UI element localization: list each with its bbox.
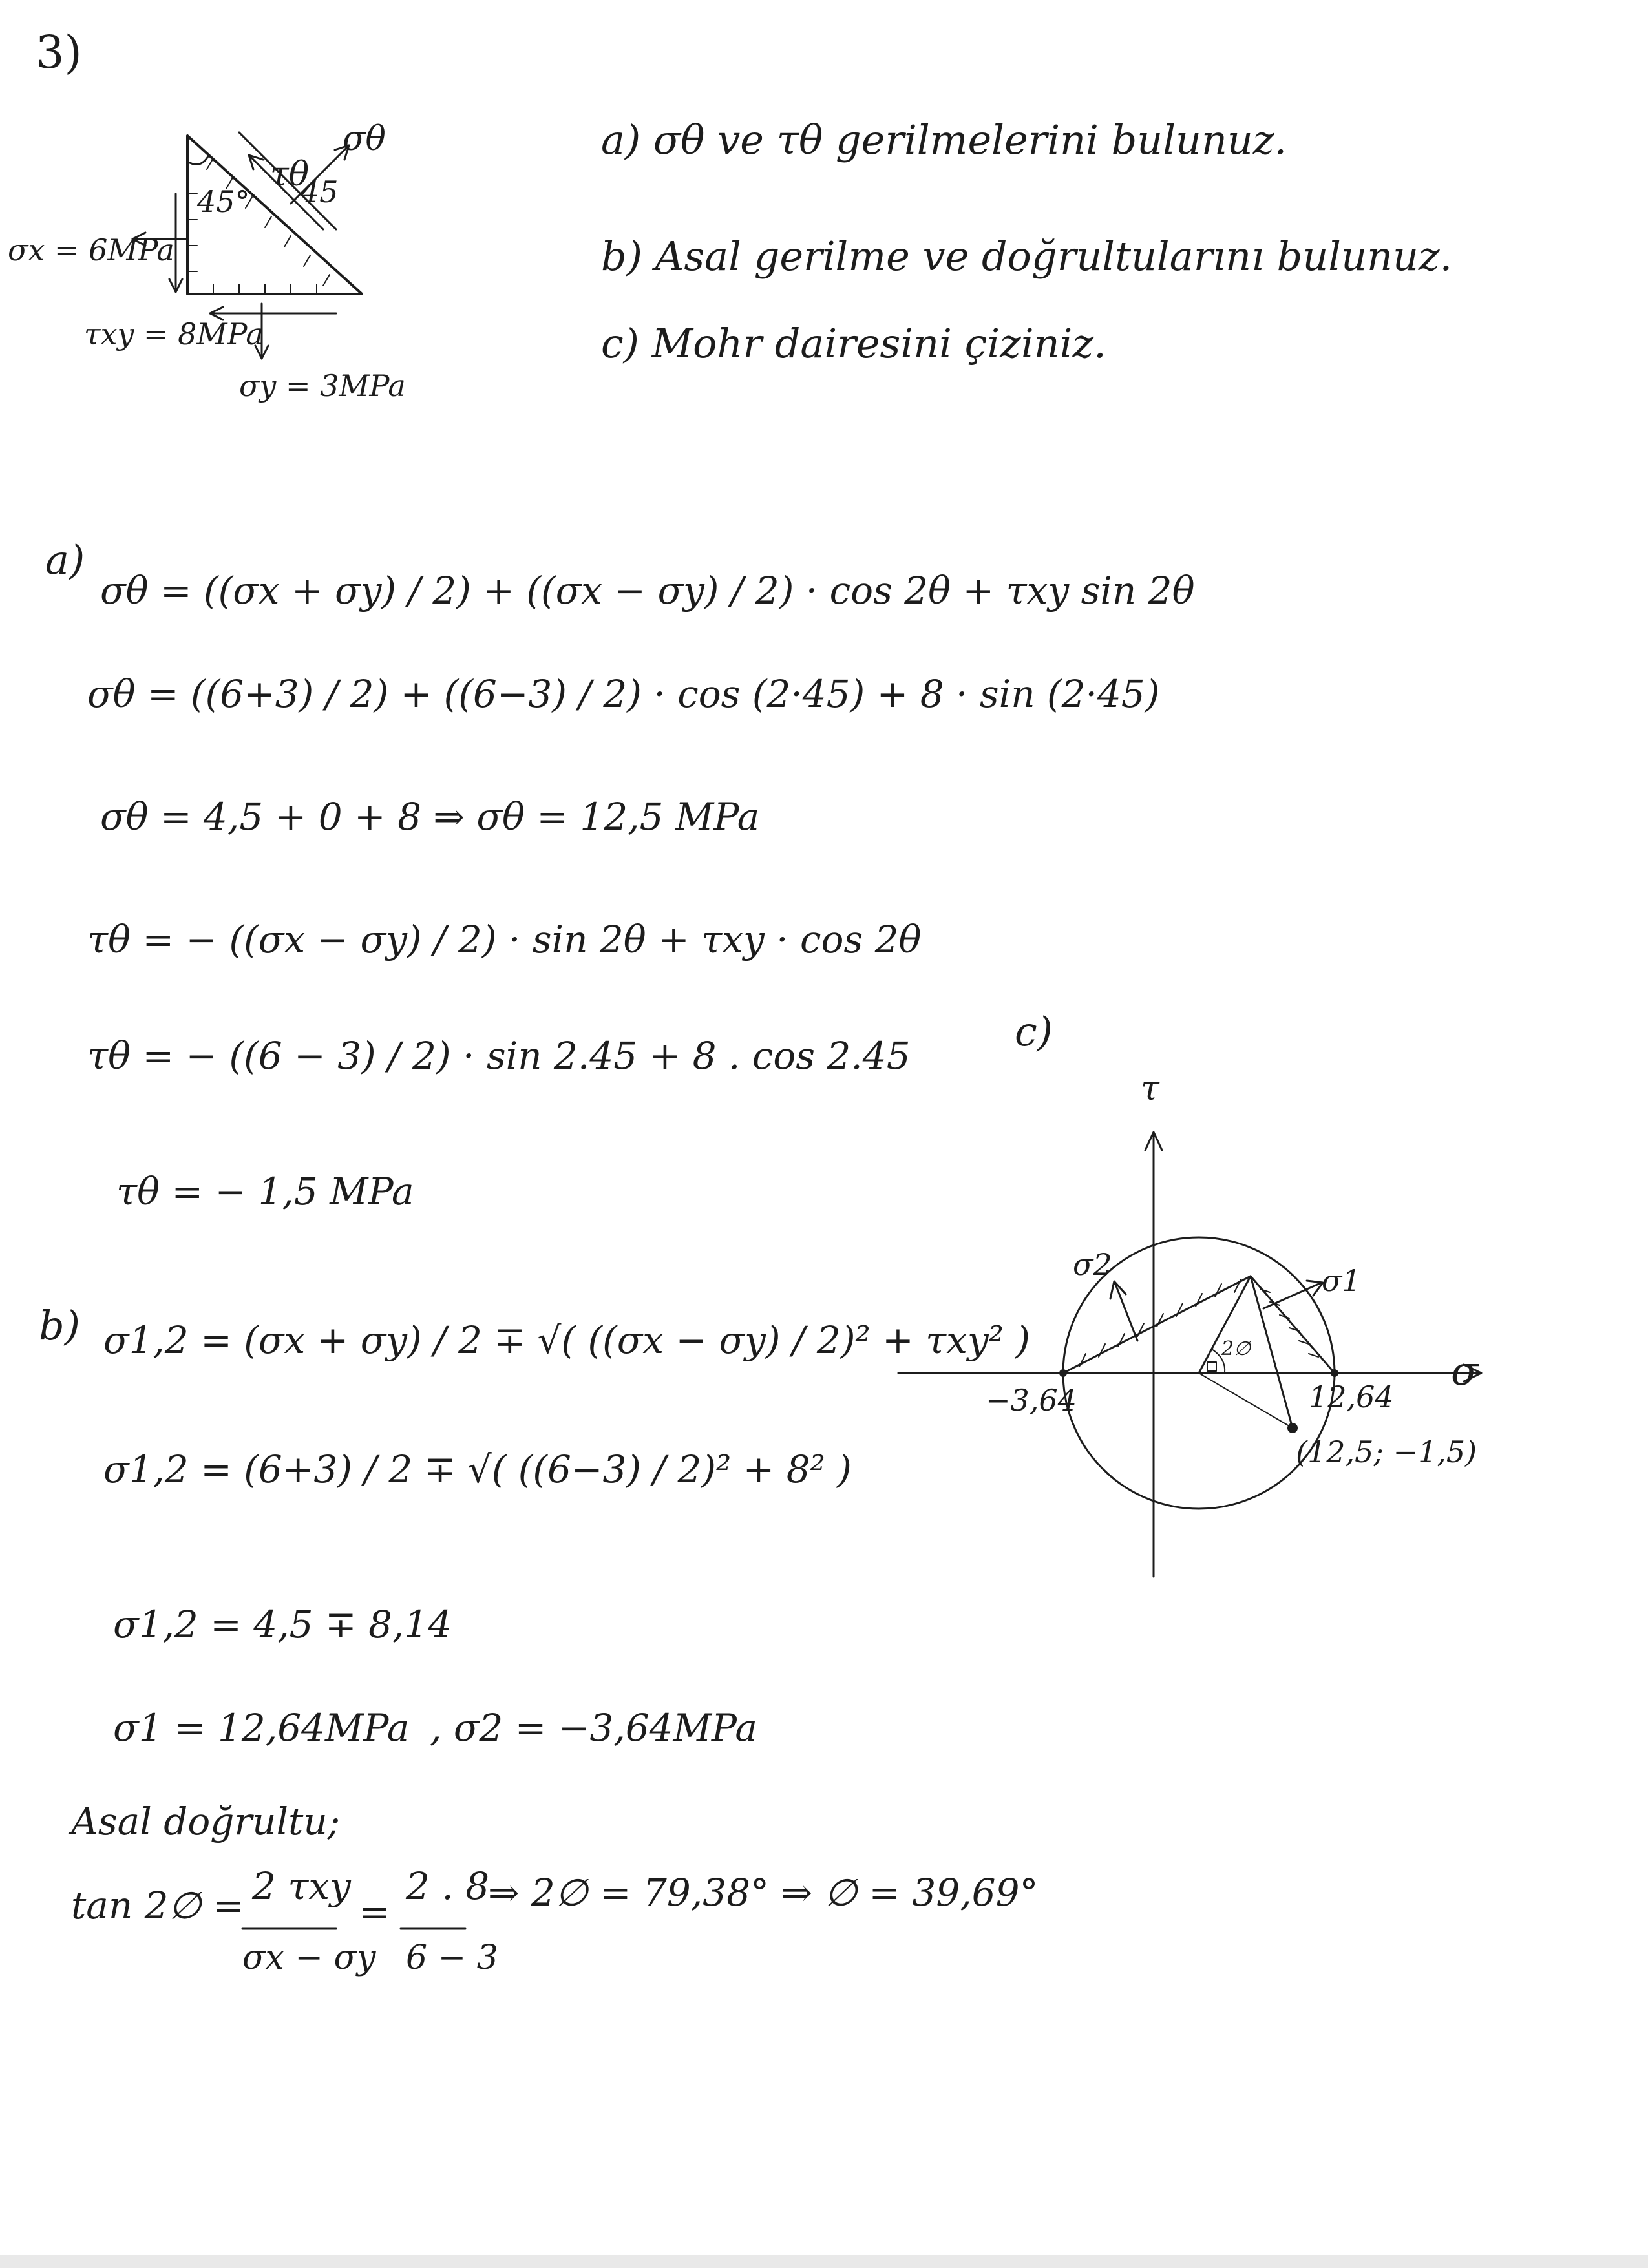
tan-eq-num2: 2 . 8 bbox=[406, 1864, 490, 1908]
sigma-theta-label: σθ bbox=[343, 120, 386, 158]
tau-xy-label: τxy = 8MPa bbox=[84, 317, 264, 352]
tan-eq-equals: = bbox=[359, 1890, 390, 1934]
tan-eq-num1: 2 τxy bbox=[252, 1864, 351, 1908]
question-c: c) Mohr dairesini çiziniz. bbox=[601, 320, 1106, 367]
part-b-eq4b: , σ2 = −3,64MPa bbox=[430, 1706, 757, 1750]
part-b-eq1: σ1,2 = (σx + σy) / 2 ∓ √( ((σx − σy) / 2)² + τxy² ) bbox=[103, 1318, 1031, 1362]
mohr-sigma1-label: σ1 bbox=[1322, 1263, 1361, 1298]
sigma2-arrow bbox=[1115, 1283, 1137, 1341]
question-b: b) Asal gerilme ve doğrultularını bulunuz. bbox=[601, 233, 1453, 280]
part-b-eq2: σ1,2 = (6+3) / 2 ∓ √( ((6−3) / 2)² + 8² ) bbox=[103, 1447, 852, 1491]
part-a-eq5: τθ = − ((6 − 3) / 2) · sin 2.45 + 8 . cos 2.45 bbox=[87, 1034, 911, 1078]
mohr-angle-label: 2∅ bbox=[1221, 1338, 1251, 1360]
part-a-eq3: σθ = 4,5 + 0 + 8 ⇒ σθ = 12,5 MPa bbox=[100, 795, 760, 839]
problem-number: 3) bbox=[36, 26, 82, 79]
right-chord-hatching bbox=[1260, 1289, 1318, 1357]
tan-eq-result: ⇒ 2∅ = 79,38° ⇒ ∅ = 39,69° bbox=[488, 1871, 1039, 1915]
point-sigma2 bbox=[1059, 1369, 1067, 1377]
tan-eq-den2: 6 − 3 bbox=[406, 1938, 498, 1977]
part-a-eq4: τθ = − ((σx − σy) / 2) · sin 2θ + τxy · cos 2θ bbox=[87, 918, 922, 961]
scan-edge bbox=[0, 2255, 1648, 2268]
mohr-tau-axis-label: τ bbox=[1141, 1069, 1159, 1108]
part-a-eq1: σθ = ((σx + σy) / 2) + ((σx − σy) / 2) · cos 2θ + τxy sin 2θ bbox=[100, 569, 1195, 613]
angle-label: 45° bbox=[197, 184, 250, 219]
part-a-eq2: σθ = ((6+3) / 2) + ((6−3) / 2) · cos (2·45) + 8 · sin (2·45) bbox=[87, 672, 1160, 716]
part-b-label: b) bbox=[39, 1302, 80, 1349]
part-b-eq3: σ1,2 = 4,5 ∓ 8,14 bbox=[113, 1602, 452, 1646]
tau-theta-label: τθ bbox=[270, 155, 310, 194]
point-sigma1 bbox=[1331, 1369, 1338, 1377]
point-theta bbox=[1287, 1423, 1298, 1433]
sigma-y-label: σy = 3MPa bbox=[239, 368, 406, 403]
mohr-left-value: −3,64 bbox=[986, 1383, 1077, 1418]
part-a-label: a) bbox=[45, 536, 85, 583]
question-a: a) σθ ve τθ gerilmelerini bulunuz. bbox=[601, 116, 1287, 163]
mohr-sigma-axis-label: σ bbox=[1451, 1347, 1479, 1394]
mohr-sigma2-label: σ2 bbox=[1073, 1247, 1112, 1282]
part-c-label: c) bbox=[1015, 1008, 1053, 1055]
angle-label-2: 45 bbox=[301, 174, 339, 209]
tan-eq-left: tan 2∅ = bbox=[71, 1884, 245, 1927]
mohr-right-value: 12,64 bbox=[1309, 1380, 1394, 1414]
mohr-point-label: (12,5; −1,5) bbox=[1296, 1434, 1477, 1469]
principal-direction-title: Asal doğrultu; bbox=[71, 1800, 341, 1843]
part-b-eq4a: σ1 = 12,64MPa bbox=[113, 1706, 410, 1750]
sigma-x-label: σx = 6MPa bbox=[8, 233, 174, 268]
part-a-eq6: τθ = − 1,5 MPa bbox=[116, 1170, 414, 1213]
tan-eq-den1: σx − σy bbox=[242, 1938, 376, 1977]
